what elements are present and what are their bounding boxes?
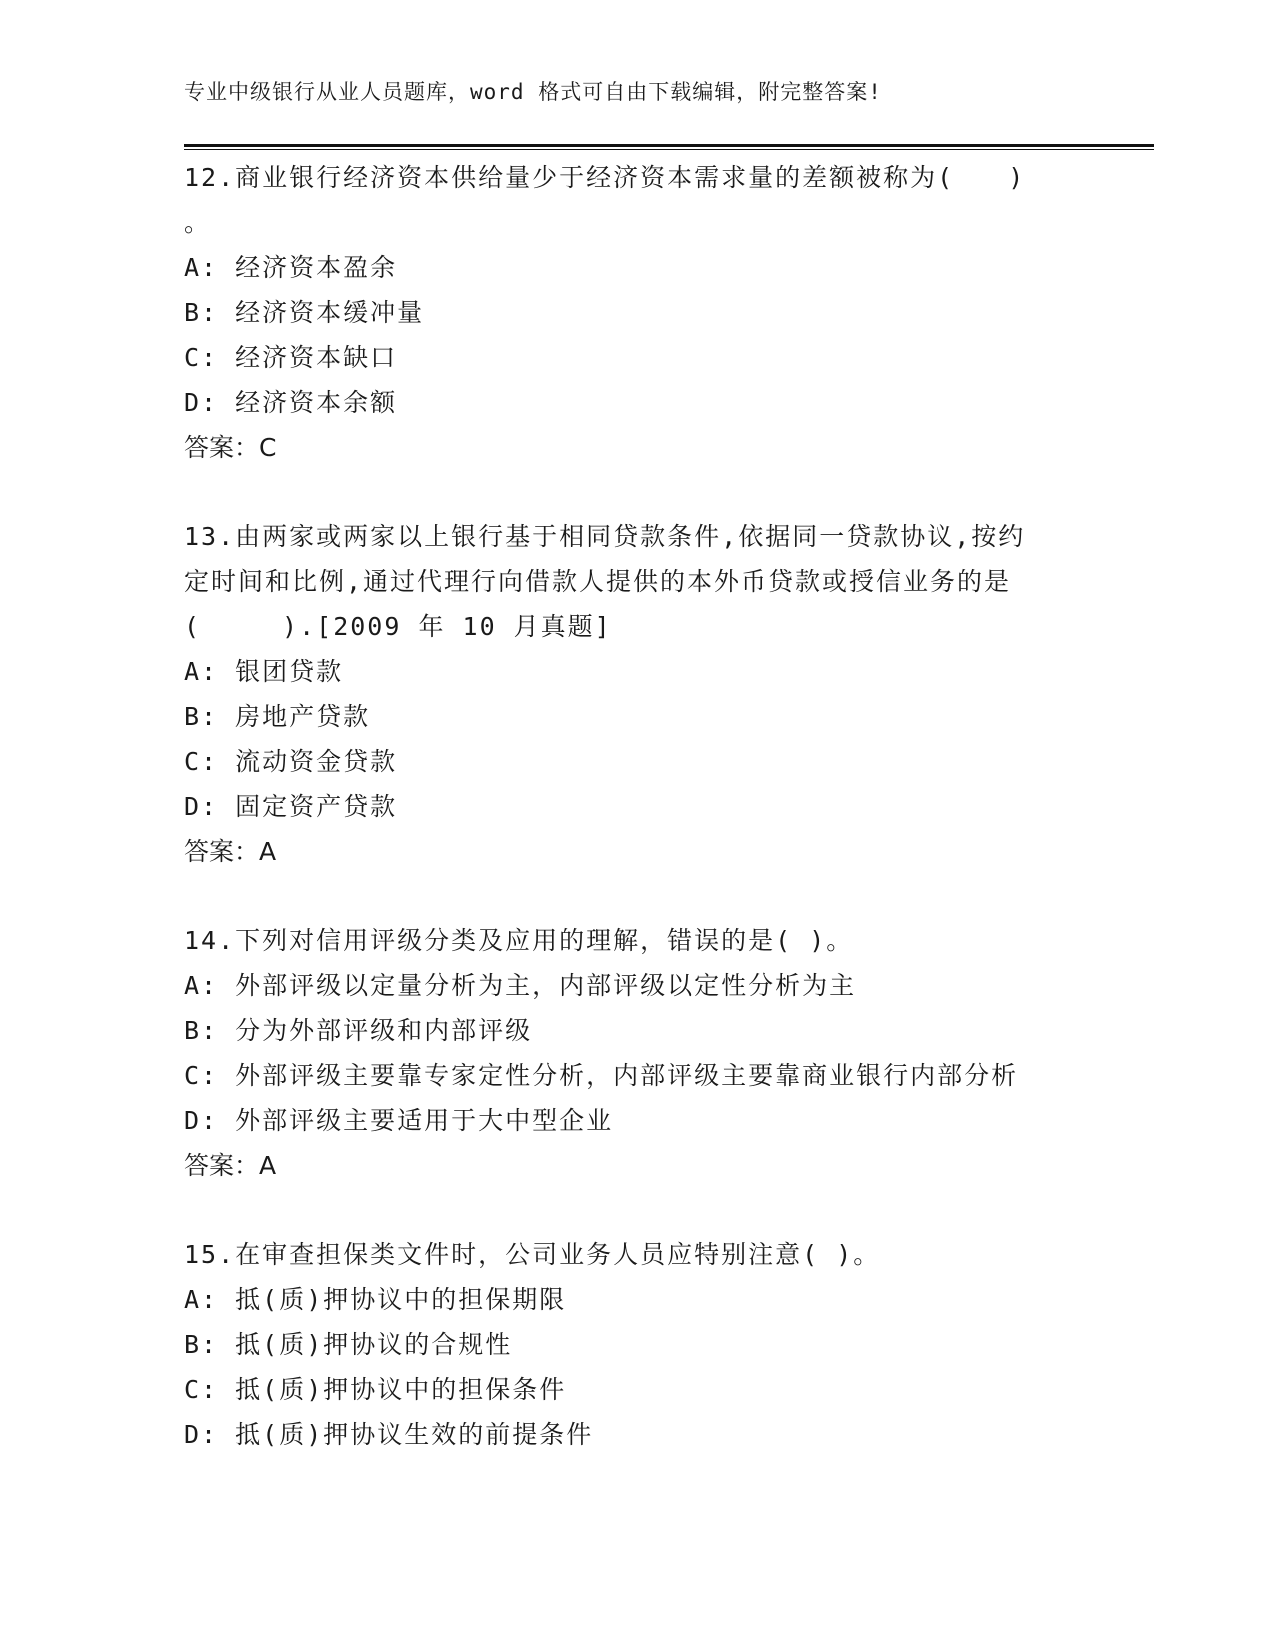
question-stem-line: 12.商业银行经济资本供给量少于经济资本需求量的差额被称为( ) (184, 163, 1026, 192)
answer-line: 答案：A (184, 1151, 277, 1180)
question-15 (184, 1232, 1084, 1457)
option-b: B: 经济资本缓冲量 (184, 298, 425, 327)
option-b: B: 分为外部评级和内部评级 (184, 1016, 533, 1045)
question-14 (184, 918, 1084, 1188)
question-list (184, 155, 1084, 1457)
option-a: A: 外部评级以定量分析为主，内部评级以定性分析为主 (184, 971, 857, 1000)
answer-line: 答案：C (184, 433, 277, 462)
header-divider-thin (184, 149, 1154, 150)
option-d: D: 外部评级主要适用于大中型企业 (184, 1106, 614, 1135)
option-b: B: 房地产贷款 (184, 702, 371, 731)
option-a: A: 银团贷款 (184, 657, 344, 686)
question-stem-line: 13.由两家或两家以上银行基于相同贷款条件,依据同一贷款协议,按约 (184, 522, 1026, 551)
spacer (184, 470, 1084, 514)
question-stem-line: 定时间和比例,通过代理行向借款人提供的本外币贷款或授信业务的是 (184, 567, 1012, 596)
question-12 (184, 155, 1084, 470)
option-b: B: 抵(质)押协议的合规性 (184, 1330, 513, 1359)
option-c: C: 外部评级主要靠专家定性分析，内部评级主要靠商业银行内部分析 (184, 1061, 1019, 1090)
page-header: 专业中级银行从业人员题库，word 格式可自由下载编辑，附完整答案! (184, 80, 882, 104)
option-d: D: 经济资本余额 (184, 388, 398, 417)
option-c: C: 经济资本缺口 (184, 343, 398, 372)
spacer (184, 1188, 1084, 1232)
option-a: A: 经济资本盈余 (184, 253, 398, 282)
question-stem-line: 。 (184, 208, 212, 237)
header-divider-thick (184, 144, 1154, 147)
option-d: D: 抵(质)押协议生效的前提条件 (184, 1420, 594, 1449)
question-stem-line: ( ).[2009 年 10 月真题] (184, 612, 612, 641)
question-13 (184, 514, 1084, 874)
option-c: C: 流动资金贷款 (184, 747, 398, 776)
spacer (184, 874, 1084, 918)
option-d: D: 固定资产贷款 (184, 792, 398, 821)
question-stem-line: 14.下列对信用评级分类及应用的理解，错误的是( )。 (184, 926, 854, 955)
option-a: A: 抵(质)押协议中的担保期限 (184, 1285, 567, 1314)
option-c: C: 抵(质)押协议中的担保条件 (184, 1375, 567, 1404)
question-stem-line: 15.在审查担保类文件时，公司业务人员应特别注意( )。 (184, 1240, 881, 1269)
answer-line: 答案：A (184, 837, 277, 866)
